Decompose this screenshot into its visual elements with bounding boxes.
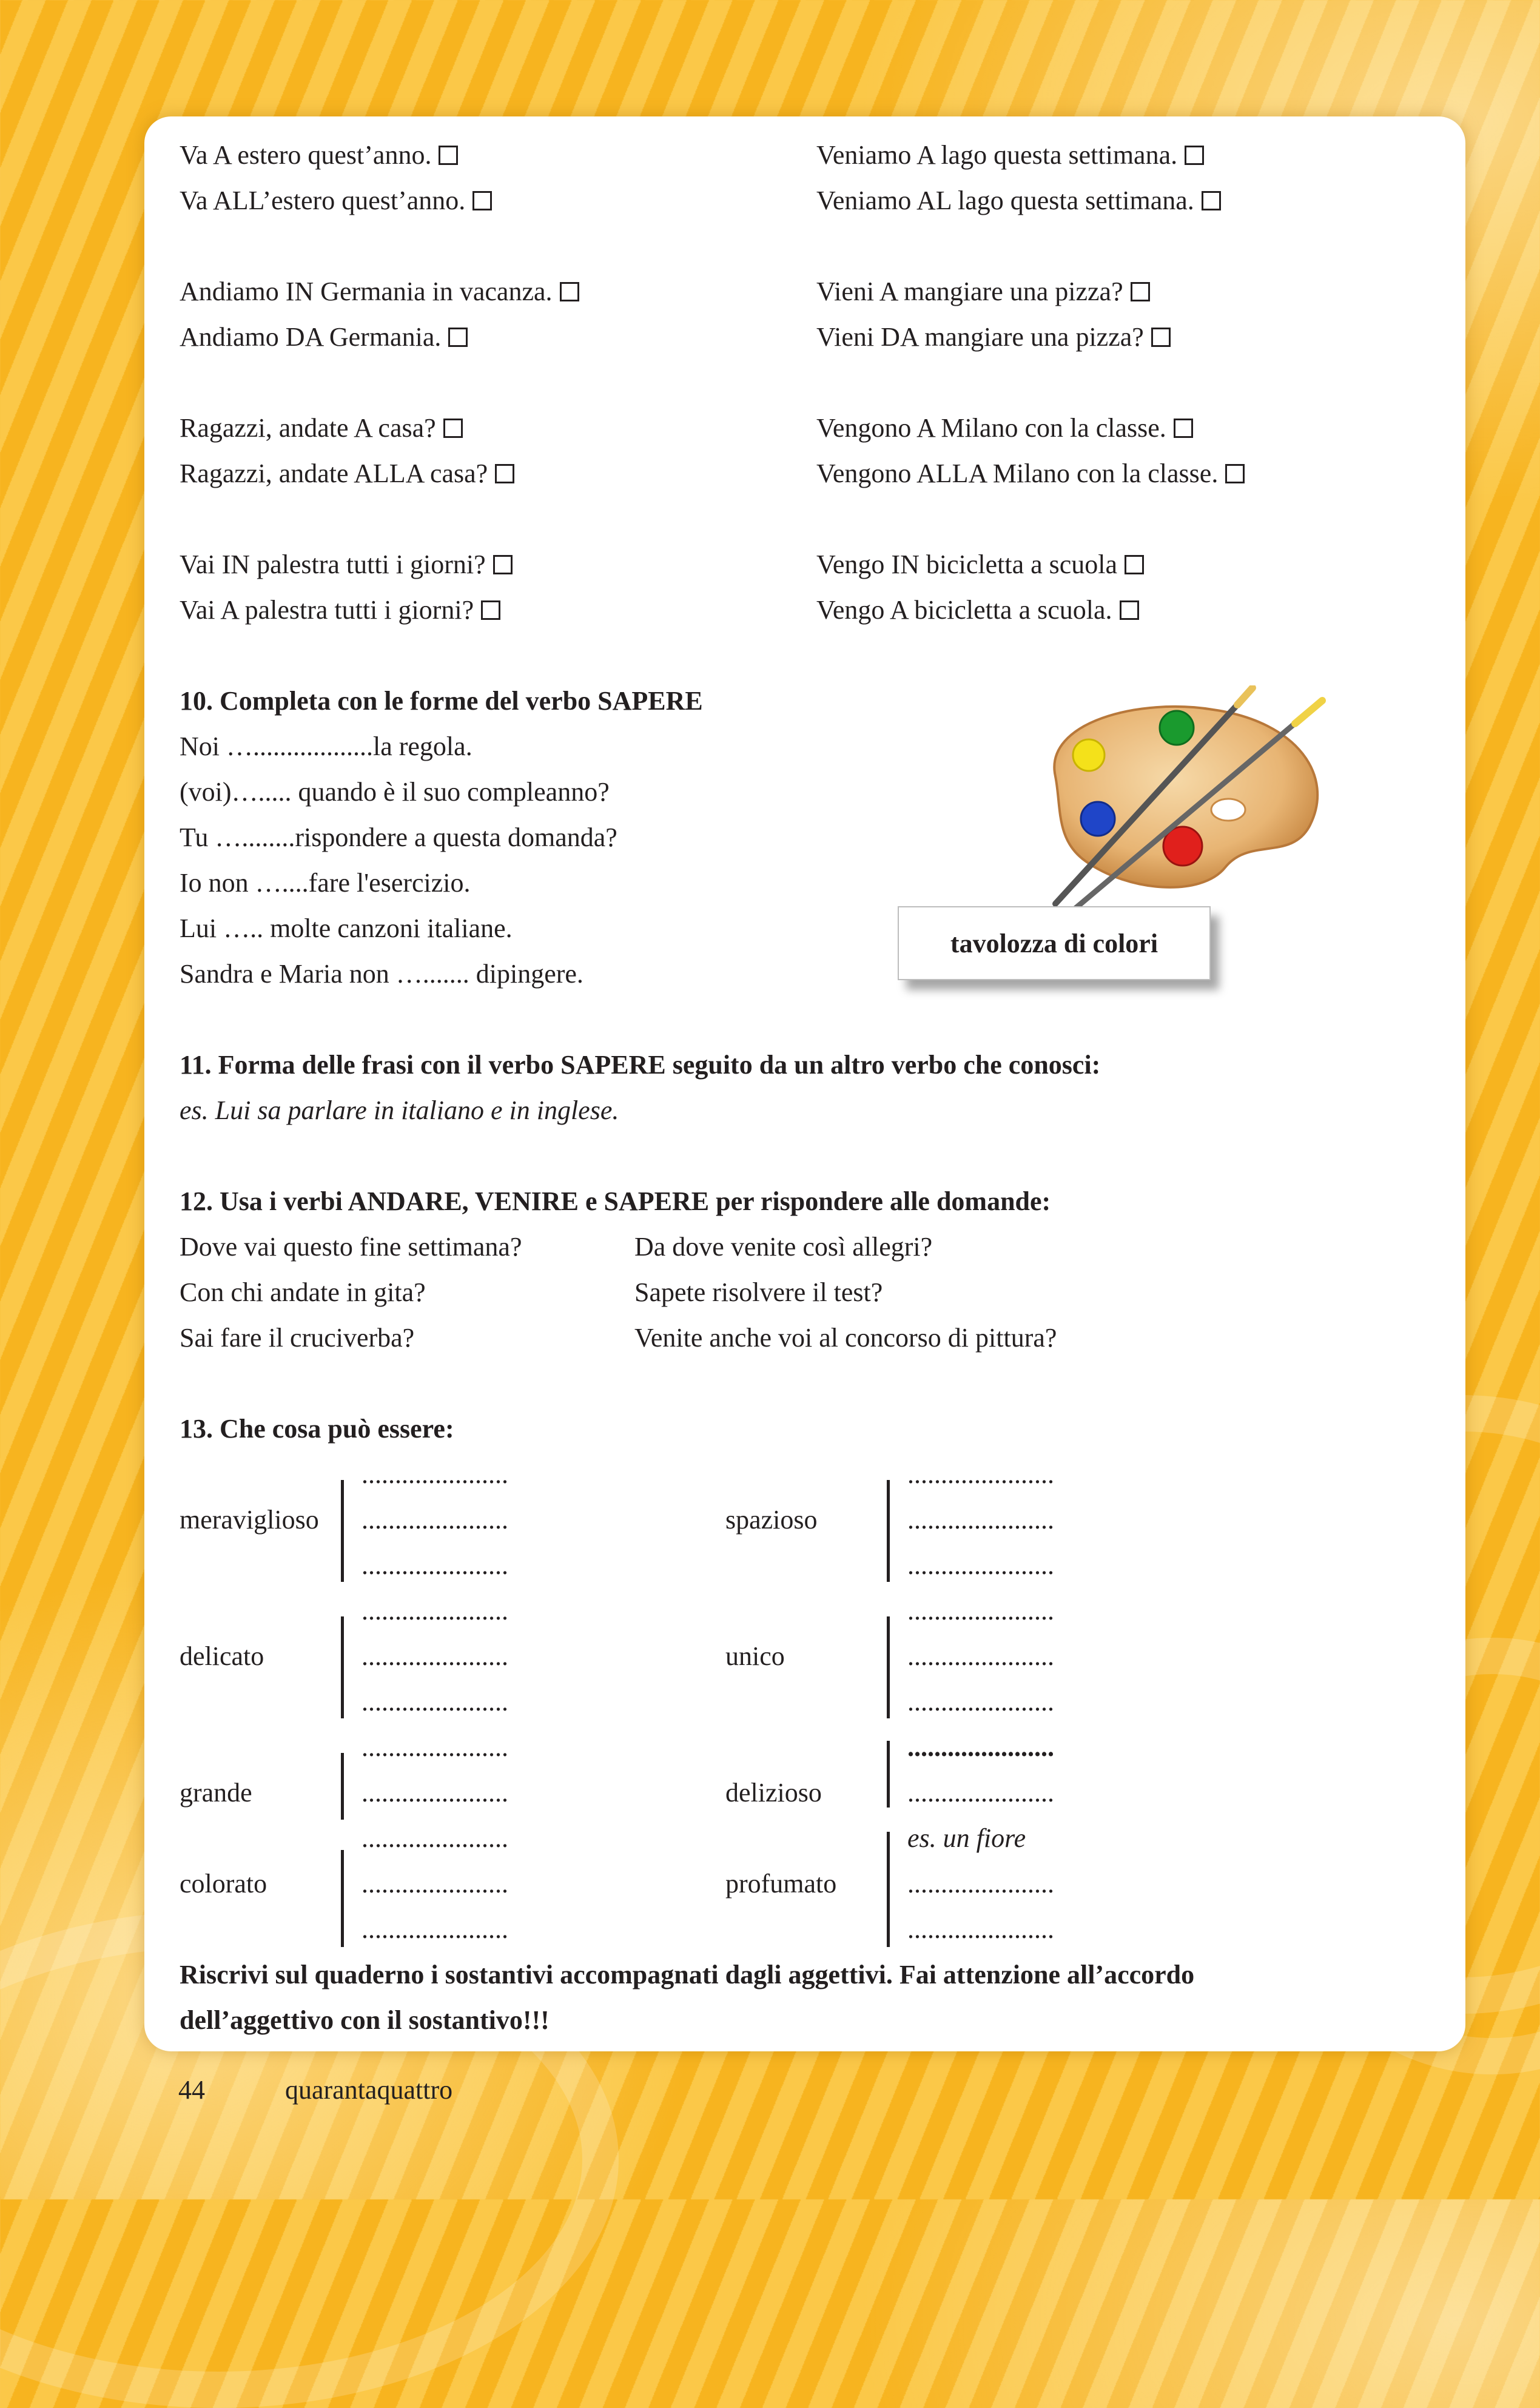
paintbrush-tip (1237, 688, 1253, 705)
choice-left-4a: Vai IN palestra tutti i giorni? (180, 549, 513, 580)
brace-line (887, 1480, 890, 1582)
brace-line (341, 1850, 344, 1947)
choice-left-4b: Vai A palestra tutti i giorni? (180, 594, 500, 626)
answer-blank[interactable]: ...................... (361, 1914, 508, 1944)
answer-blank[interactable]: ...................... (907, 1505, 1054, 1535)
checkbox[interactable] (1131, 282, 1150, 301)
ex10-line: Io non …....fare l'esercizio. (180, 868, 471, 898)
choice-right-4a: Vengo IN bicicletta a scuola (816, 549, 1144, 580)
choice-right-1a: Veniamo A lago questa settimana. (816, 140, 1204, 171)
checkbox[interactable] (493, 555, 513, 574)
ex12-question: Sapete risolvere il test? (634, 1277, 883, 1307)
checkbox[interactable] (472, 191, 492, 210)
ex10-line: (voi)…..... quando è il suo compleanno? (180, 777, 610, 807)
ex10-line: Tu …........rispondere a questa domanda? (180, 822, 617, 852)
ex13-word: profumato (725, 1869, 837, 1898)
answer-blank[interactable]: ...................... (907, 1869, 1054, 1898)
ex12-question: Sai fare il cruciverba? (180, 1323, 415, 1353)
ex13-instruction: Riscrivi sul quaderno i sostantivi accompagnati dagli aggettivi. Fai attenzione all’accordo (180, 1960, 1195, 1989)
answer-blank[interactable]: ...................... (907, 1687, 1054, 1717)
answer-blank[interactable]: ...................... (907, 1778, 1054, 1808)
checkbox[interactable] (1185, 146, 1204, 165)
answer-blank[interactable]: ...................... (907, 1596, 1054, 1626)
palette-caption: tavolozza di colori (898, 906, 1211, 980)
checkbox[interactable] (439, 146, 458, 165)
choice-right-1b: Veniamo AL lago questa settimana. (816, 185, 1221, 217)
checkbox[interactable] (1174, 419, 1193, 438)
checkbox[interactable] (481, 600, 500, 620)
ex10-line: Lui ….. molte canzoni italiane. (180, 913, 513, 943)
answer-blank[interactable]: ...................... (361, 1823, 508, 1853)
ex12-title: 12. Usa i verbi ANDARE, VENIRE e SAPERE per rispondere alle domande: (180, 1186, 1051, 1216)
ex11-title: 11. Forma delle frasi con il verbo SAPERE seguito da un altro verbo che conosci: (180, 1050, 1101, 1080)
checkbox[interactable] (495, 464, 514, 483)
checkbox[interactable] (443, 419, 463, 438)
answer-blank[interactable]: ...................... (361, 1869, 508, 1898)
ex13-word: meraviglioso (180, 1505, 319, 1535)
choice-right-2a: Vieni A mangiare una pizza? (816, 276, 1150, 308)
choice-left-3b: Ragazzi, andate ALLA casa? (180, 458, 514, 489)
checkbox[interactable] (1125, 555, 1144, 574)
choice-left-1a: Va A estero quest’anno. (180, 140, 458, 171)
paint-yellow (1073, 739, 1105, 771)
choice-left-2a: Andiamo IN Germania in vacanza. (180, 276, 579, 308)
brace-line (341, 1753, 344, 1820)
answer-blank[interactable]: ...................... (361, 1687, 508, 1717)
paint-blue (1081, 802, 1115, 836)
ex13-example: es. un fiore (907, 1823, 1026, 1853)
ex12-question: Venite anche voi al concorso di pittura? (634, 1323, 1057, 1353)
ex13-word: delicato (180, 1641, 264, 1671)
ex13-instruction: dell’aggettivo con il sostantivo!!! (180, 2005, 550, 2035)
palette-thumb-hole (1211, 799, 1245, 821)
ex13-word: colorato (180, 1869, 267, 1898)
choice-right-4b: Vengo A bicicletta a scuola. (816, 594, 1139, 626)
page-number: 44 (178, 2075, 205, 2105)
ex12-question: Con chi andate in gita? (180, 1277, 426, 1307)
ex10-line: Noi …..................la regola. (180, 731, 472, 761)
choice-right-3a: Vengono A Milano con la classe. (816, 412, 1193, 444)
answer-blank[interactable]: ...................... (361, 1641, 508, 1671)
choice-left-2b: Andiamo DA Germania. (180, 321, 468, 353)
answer-blank[interactable]: ...................... (361, 1459, 508, 1489)
brace-line (887, 1616, 890, 1718)
page-word: quarantaquattro (285, 2075, 453, 2105)
ex10-line: Sandra e Maria non …....... dipingere. (180, 959, 583, 989)
checkbox[interactable] (448, 328, 468, 347)
answer-blank[interactable]: ...................... (361, 1732, 508, 1762)
paintbrush-tip (1295, 701, 1322, 724)
choice-right-3b: Vengono ALLA Milano con la classe. (816, 458, 1245, 489)
paint-green (1160, 711, 1194, 745)
ex13-title: 13. Che cosa può essere: (180, 1414, 454, 1444)
brace-line (341, 1480, 344, 1582)
answer-blank[interactable]: ...................... (361, 1550, 508, 1580)
checkbox[interactable] (560, 282, 579, 301)
ex11-example: es. Lui sa parlare in italiano e in inglese. (180, 1095, 619, 1125)
answer-blank[interactable]: ...................... (907, 1914, 1054, 1944)
choice-left-3a: Ragazzi, andate A casa? (180, 412, 463, 444)
checkbox[interactable] (1120, 600, 1139, 620)
answer-blank[interactable]: ...................... (907, 1459, 1054, 1489)
answer-blank[interactable]: ...................... (907, 1732, 1054, 1762)
ex12-question: Da dove venite così allegri? (634, 1232, 933, 1262)
choice-right-2b: Vieni DA mangiare una pizza? (816, 321, 1171, 353)
ex12-question: Dove vai questo fine settimana? (180, 1232, 522, 1262)
answer-blank[interactable]: ...................... (907, 1641, 1054, 1671)
ex13-word: spazioso (725, 1505, 818, 1535)
ex13-word: grande (180, 1778, 252, 1808)
palette-illustration (1019, 685, 1359, 916)
answer-blank[interactable]: ...................... (361, 1596, 508, 1626)
ex10-title: 10. Completa con le forme del verbo SAPERE (180, 686, 703, 716)
answer-blank[interactable]: ...................... (361, 1778, 508, 1808)
checkbox[interactable] (1225, 464, 1245, 483)
brace-line (887, 1741, 890, 1808)
brace-line (887, 1832, 890, 1947)
answer-blank[interactable]: ...................... (907, 1550, 1054, 1580)
checkbox[interactable] (1151, 328, 1171, 347)
answer-blank[interactable]: ...................... (361, 1505, 508, 1535)
checkbox[interactable] (1202, 191, 1221, 210)
ex13-word: delizioso (725, 1778, 822, 1808)
brace-line (341, 1616, 344, 1718)
ex13-word: unico (725, 1641, 785, 1671)
choice-left-1b: Va ALL’estero quest’anno. (180, 185, 492, 217)
